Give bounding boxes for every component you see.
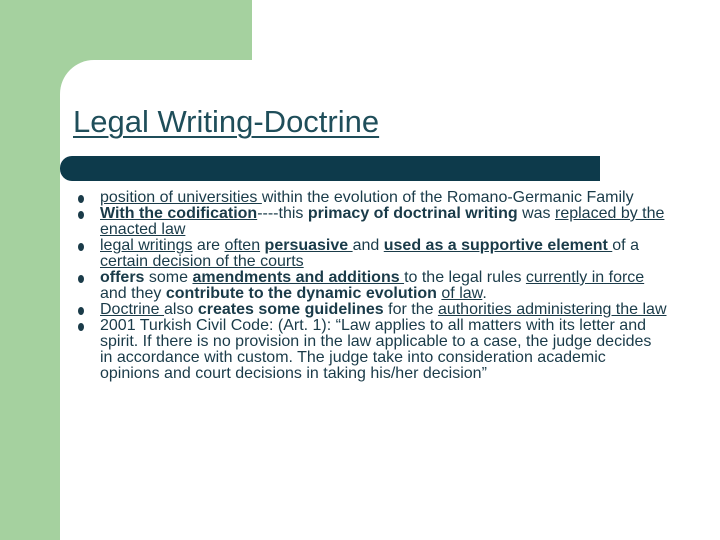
bullet-dot-icon (78, 211, 84, 219)
bullet-text-segment: certain decision of the courts (100, 253, 304, 270)
slide-title: Legal Writing-Doctrine (73, 104, 380, 139)
bullet-text-segment: used as a supportive element (383, 237, 613, 254)
bullet-text-segment: legal writings (100, 237, 193, 254)
bullet-text-segment: primacy of doctrinal writing (307, 205, 518, 222)
bullet-text-segment: Doctrine (100, 301, 165, 318)
bullet-text-segment: within the evolution of the Romano-Germanic Family (261, 189, 634, 206)
bullet-text-segment: replaced by the enacted law (100, 205, 665, 238)
bullet-text-segment: often (224, 237, 261, 254)
bullet-text-segment: for the (383, 301, 438, 318)
bullet-dot-icon (78, 275, 84, 283)
bullet-text-segment: and they (100, 285, 166, 302)
bullet-dot-icon (78, 243, 84, 251)
bullet-text-segment: . (482, 285, 487, 302)
bullet-text-segment: also (164, 301, 198, 318)
bullet-item (78, 190, 668, 206)
bullet-text-segment: position of universities (100, 189, 262, 206)
bullet-text-segment: currently in force (525, 269, 645, 286)
bullet-text-segment: was (517, 205, 555, 222)
bullet-text-segment: some (144, 269, 193, 286)
bullet-text-segment: and (352, 237, 384, 254)
bullet-text-segment: offers (100, 269, 145, 286)
bullet-text-segment: to the legal rules (404, 269, 526, 286)
bullet-text-segment: persuasive (264, 237, 353, 254)
bullet-text-segment: authorities administering the law (437, 301, 667, 318)
bullet-list (78, 190, 668, 382)
bullet-item (78, 206, 668, 238)
bullet-item (78, 238, 668, 270)
bullet-text-segment: of law (441, 285, 483, 302)
bullet-dot-icon (78, 195, 84, 203)
bullet-text-segment: ----this (257, 205, 308, 222)
bullet-text-segment: are (192, 237, 225, 254)
bullet-item (78, 318, 668, 382)
bullet-dot-icon (78, 307, 84, 315)
bullet-text-segment: amendments and additions (192, 269, 405, 286)
bullet-text-segment: creates some guidelines (197, 301, 384, 318)
bullet-text-segment: 2001 Turkish Civil Code: (Art. 1): “Law applies to all matters with its letter and spirit. If there is no provision in the law applicable to a case, the judge decides in accordance with custom. The judge take into consideration academic opinions and court decisions in taking his/her decision” (100, 317, 652, 382)
title-underbar (60, 156, 600, 181)
bullet-item (78, 270, 668, 302)
background-green-left (0, 0, 60, 540)
bullet-item (78, 302, 668, 318)
bullet-text-segment: contribute to the dynamic evolution (165, 285, 437, 302)
bullet-text-segment: With the codification (100, 205, 258, 222)
bullet-dot-icon (78, 323, 84, 331)
bullet-text-segment: of a (612, 237, 639, 254)
